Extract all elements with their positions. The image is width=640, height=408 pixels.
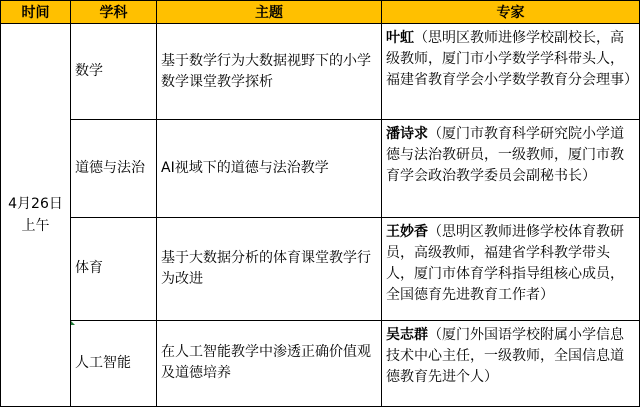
cell-marker-icon — [71, 321, 75, 325]
expert-desc: （厦门外国语学校附属小学信息技术中心主任，一级教师，全国信息道德教育先进个人） — [386, 326, 624, 385]
header-row — [1, 1, 640, 24]
expert-cell — [382, 217, 640, 320]
table-row — [1, 320, 640, 406]
subject-cell — [71, 320, 157, 406]
time-period: 上午 — [21, 218, 50, 234]
header-topic: 主题 — [157, 1, 382, 24]
header-time: 时间 — [1, 1, 71, 24]
topic-cell: 基于大数据分析的体育课堂教学行为改进 — [157, 217, 382, 320]
table-row — [1, 217, 640, 320]
expert-name: 潘诗求 — [386, 126, 428, 143]
expert-name: 王妙香 — [386, 223, 428, 240]
subject-label: 人工智能 — [75, 354, 131, 371]
table-row — [1, 120, 640, 217]
topic-cell: AI视域下的道德与法治教学 — [157, 120, 382, 217]
time-cell — [1, 24, 71, 407]
expert-desc: （思明区教师进修学校副校长，高级教师，厦门市小学数学学科带头人，福建省教育学会小学数学教育分会理事） — [386, 30, 638, 88]
subject-cell: 数学 — [71, 24, 157, 120]
subject-cell: 体育 — [71, 217, 157, 320]
header-expert: 专家 — [382, 1, 640, 24]
topic-cell: 在人工智能教学中渗透正确价值观及道德培养 — [157, 320, 382, 406]
expert-name: 叶虹 — [386, 30, 414, 46]
table-row — [1, 24, 640, 120]
topic-cell: 基于数学行为大数据视野下的小学数学课堂教学探析 — [157, 24, 382, 120]
expert-desc: （思明区教师进修学校体育教研员，高级教师，福建省学科教学带头人，厦门市体育学科指导组核心成员，全国德育先进教育工作者） — [386, 223, 624, 303]
time-date: 4月26日 — [8, 196, 63, 212]
expert-cell — [382, 320, 640, 406]
expert-desc: （厦门市教育科学研究院小学道德与法治教研员，一级教师，厦门市教育学会政治教学委员会副秘书长） — [386, 126, 624, 185]
expert-cell — [382, 24, 640, 120]
subject-cell: 道德与法治 — [71, 120, 157, 217]
expert-cell — [382, 120, 640, 217]
header-subject: 学科 — [71, 1, 157, 24]
expert-name: 吴志群 — [386, 326, 428, 343]
